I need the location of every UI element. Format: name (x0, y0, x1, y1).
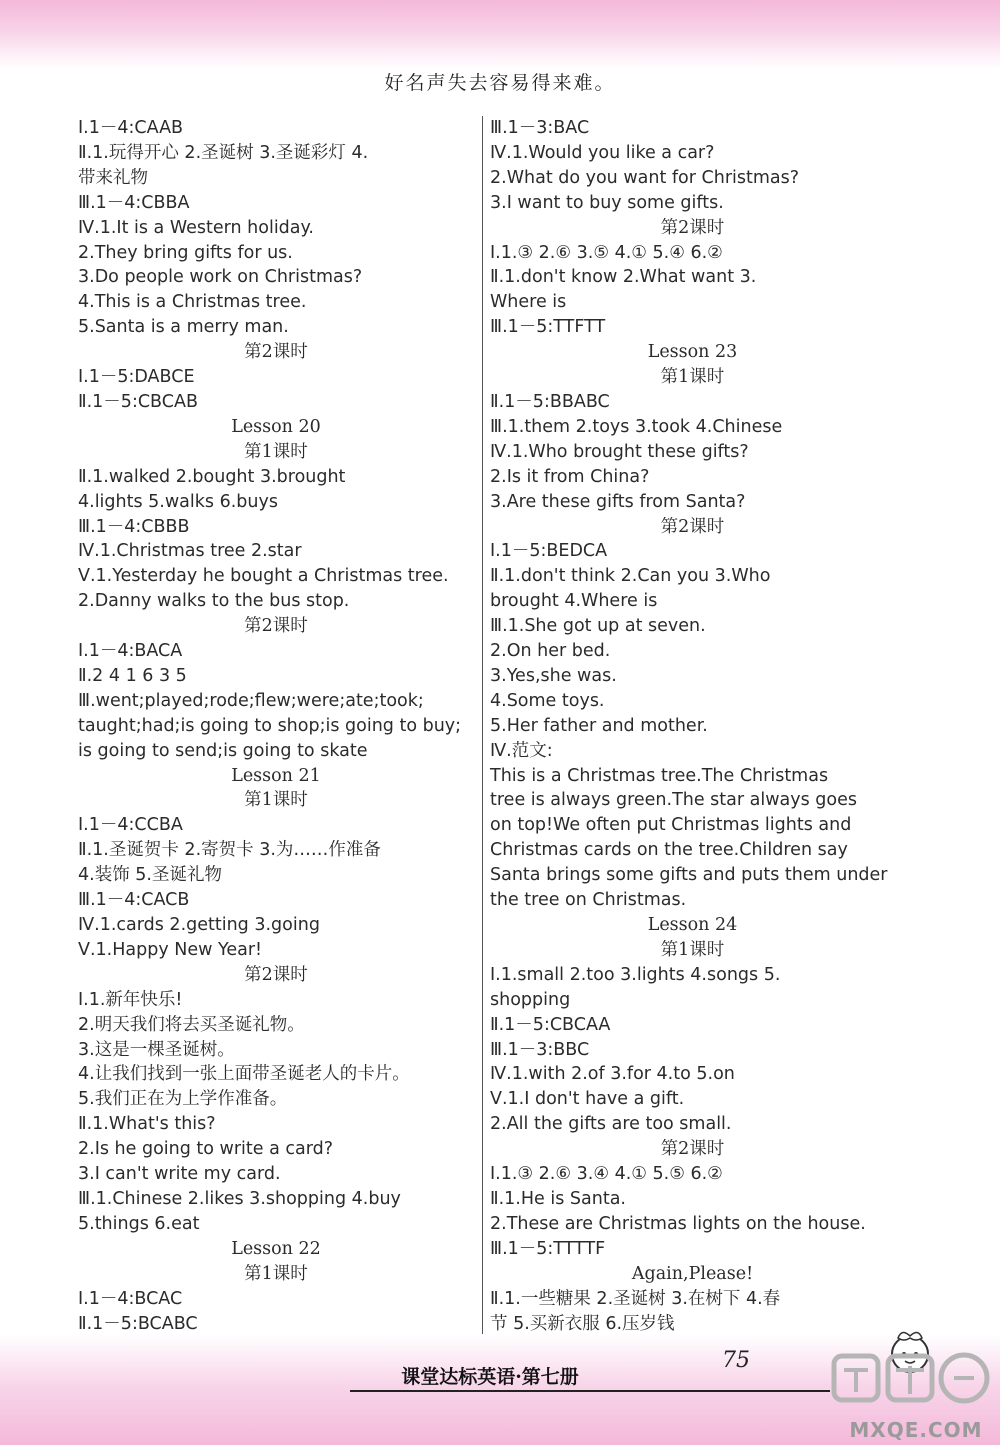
answer-line: Ⅰ.1－4:BACA (78, 641, 183, 662)
answer-line: on top!We often put Christmas lights and (490, 815, 852, 836)
section-heading: Lesson 20 (231, 416, 321, 437)
section-heading: 第2课时 (660, 516, 725, 537)
answer-line: 2.Is it from China? (490, 466, 650, 487)
answer-line: Ⅱ.1－5:BBABC (490, 391, 610, 412)
answer-line: Ⅴ.1.Happy New Year! (78, 939, 263, 960)
answer-line: This is a Christmas tree.The Christmas (490, 765, 829, 786)
answer-line: Ⅳ.1.Christmas tree 2.star (78, 541, 302, 562)
answer-line: 3.这是一棵圣诞树。 (78, 1039, 235, 1060)
answer-line: 5.things 6.eat (78, 1213, 200, 1234)
answer-line: 节 5.买新衣服 6.压岁钱 (490, 1313, 675, 1334)
section-heading: Lesson 22 (231, 1238, 321, 1259)
answer-line: is going to send;is going to skate (78, 740, 368, 761)
page-motto: 好名声失去容易得来难。 (384, 72, 616, 94)
answer-line: 4.lights 5.walks 6.buys (78, 491, 278, 512)
answer-line: Ⅲ.1－4:CACB (78, 890, 190, 911)
answer-line: Ⅳ.范文: (490, 740, 553, 761)
book-title: 课堂达标英语·第七册 (401, 1366, 579, 1388)
answer-column-right (490, 116, 895, 1336)
top-decorative-band (0, 0, 1000, 70)
section-heading: 第1课时 (660, 939, 725, 960)
answer-line: Ⅰ.1－4:CCBA (78, 815, 183, 836)
footer-rule (350, 1390, 830, 1392)
answer-line: Ⅳ.1.with 2.of 3.for 4.to 5.on (490, 1064, 735, 1085)
answer-line: Ⅱ.1.walked 2.bought 3.brought (78, 466, 346, 487)
answer-column-left (78, 116, 474, 1336)
answer-line: Ⅱ.2 4 1 6 3 5 (78, 665, 187, 686)
answer-line: 带来礼物 (78, 167, 148, 188)
section-heading: 第2课时 (660, 1139, 725, 1160)
answer-line: 2.They bring gifts for us. (78, 242, 293, 263)
answer-line: Ⅲ.1－5:TTTTF (490, 1238, 606, 1259)
section-heading: 第2课时 (244, 964, 308, 985)
answer-line: Ⅱ.1.圣诞贺卡 2.寄贺卡 3.为……作准备 (78, 840, 381, 861)
answer-line: 4.This is a Christmas tree. (78, 292, 307, 313)
section-heading: 第1课时 (244, 790, 308, 811)
answer-line: Ⅳ.1.It is a Western holiday. (78, 217, 314, 238)
answer-line: Ⅰ.1－4:CAAB (78, 118, 184, 138)
column-divider (482, 116, 483, 1334)
section-heading: 第1课时 (660, 367, 725, 388)
answer-line: Ⅴ.1.Yesterday he bought a Christmas tree. (78, 566, 449, 587)
answer-line: brought 4.Where is (490, 591, 658, 612)
answer-line: Ⅱ.1－5:BCABC (78, 1313, 198, 1334)
answer-line: Ⅳ.1.Who brought these gifts? (490, 441, 749, 462)
answer-line: taught;had;is going to shop;is going to buy; (78, 715, 462, 736)
answer-line: Ⅰ.1－5:BEDCA (490, 541, 608, 562)
answer-line: 4.Some toys. (490, 690, 605, 711)
answer-line: Ⅲ.1－3:BBC (490, 1039, 590, 1060)
section-heading: 第2课时 (244, 342, 308, 363)
answer-line: 2.All the gifts are too small. (490, 1114, 732, 1135)
answer-line: Where is (490, 292, 567, 313)
answer-line: Ⅰ.1.③ 2.⑥ 3.④ 4.① 5.⑤ 6.② (490, 1164, 723, 1185)
section-heading: Again,Please! (631, 1263, 754, 1284)
answer-line: 2.What do you want for Christmas? (490, 167, 800, 188)
answer-line: Ⅲ.1－4:CBBB (78, 516, 190, 537)
answer-line: Ⅱ.1.don't know 2.What want 3. (490, 267, 757, 288)
answer-line: Ⅱ.1－5:CBCAB (78, 391, 198, 412)
section-heading: Lesson 23 (647, 342, 738, 363)
answer-line: Ⅱ.1.He is Santa. (490, 1188, 626, 1209)
answer-line: 5.我们正在为上学作准备。 (78, 1089, 288, 1110)
answer-line: 2.On her bed. (490, 641, 611, 662)
answer-line: 2.These are Christmas lights on the house. (490, 1213, 866, 1234)
answer-line: Ⅰ.1.③ 2.⑥ 3.⑤ 4.① 5.④ 6.② (490, 242, 723, 263)
answer-line: Ⅱ.1.don't think 2.Can you 3.Who (490, 566, 771, 587)
answer-line: Ⅲ.1－3:BAC (490, 118, 590, 138)
answer-line: 3.I want to buy some gifts. (490, 192, 724, 213)
answer-line: Ⅳ.1.cards 2.getting 3.going (78, 915, 320, 935)
answer-line: Santa brings some gifts and puts them under (490, 865, 888, 886)
watermark-url: MXQE.COM (849, 1418, 983, 1442)
answer-line: 2.Is he going to write a card? (78, 1139, 334, 1160)
answer-line: 4.让我们找到一张上面带圣诞老人的卡片。 (78, 1064, 410, 1085)
answer-line: Ⅱ.1.玩得开心 2.圣诞树 3.圣诞彩灯 4. (78, 142, 369, 163)
answer-line: Christmas cards on the tree.Children say (490, 840, 848, 861)
answer-line: 5.Her father and mother. (490, 715, 708, 736)
section-heading: Lesson 24 (647, 915, 738, 935)
answer-line: shopping (490, 989, 571, 1010)
answer-line: Ⅰ.1.small 2.too 3.lights 4.songs 5. (490, 964, 781, 985)
answer-line: the tree on Christmas. (490, 890, 687, 911)
answer-line: 3.Do people work on Christmas? (78, 267, 363, 288)
answer-line: 3.Yes,she was. (490, 665, 617, 686)
section-heading: 第1课时 (244, 1263, 308, 1284)
section-heading: 第2课时 (660, 217, 725, 238)
answer-line: Ⅲ.1.She got up at seven. (490, 616, 706, 637)
section-heading: Lesson 21 (231, 765, 321, 786)
answer-line: Ⅲ.1.Chinese 2.likes 3.shopping 4.buy (78, 1188, 401, 1209)
answer-line: Ⅲ.went;played;rode;flew;were;ate;took; (78, 690, 424, 711)
answer-line: Ⅰ.1－4:BCAC (78, 1288, 183, 1309)
answer-line: Ⅴ.1.I don't have a gift. (490, 1089, 685, 1110)
answer-line: Ⅳ.1.Would you like a car? (490, 142, 715, 163)
answer-line: Ⅱ.1－5:CBCAA (490, 1014, 611, 1035)
page-number: 75 (722, 1348, 750, 1373)
answer-line: Ⅲ.1.them 2.toys 3.took 4.Chinese (490, 416, 783, 437)
section-heading: 第2课时 (244, 616, 308, 637)
answer-line: Ⅰ.1.新年快乐! (78, 989, 183, 1010)
answer-line: tree is always green.The star always goes (490, 790, 858, 811)
answer-line: Ⅲ.1－5:TTFTT (490, 317, 606, 338)
answer-line: Ⅱ.1.一些糖果 2.圣诞树 3.在树下 4.春 (490, 1288, 781, 1309)
answer-line: 3.Are these gifts from Santa? (490, 491, 746, 512)
answer-line: Ⅲ.1－4:CBBA (78, 192, 190, 213)
answer-line: Ⅰ.1－5:DABCE (78, 367, 195, 388)
answer-line: 2.Danny walks to the bus stop. (78, 591, 350, 612)
section-heading: 第1课时 (244, 441, 308, 462)
answer-line: 4.装饰 5.圣诞礼物 (78, 865, 222, 886)
answer-line: 5.Santa is a merry man. (78, 317, 289, 338)
answer-line: Ⅱ.1.What's this? (78, 1114, 216, 1135)
answer-line: 2.明天我们将去买圣诞礼物。 (78, 1014, 305, 1035)
answer-line: 3.I can't write my card. (78, 1164, 281, 1185)
